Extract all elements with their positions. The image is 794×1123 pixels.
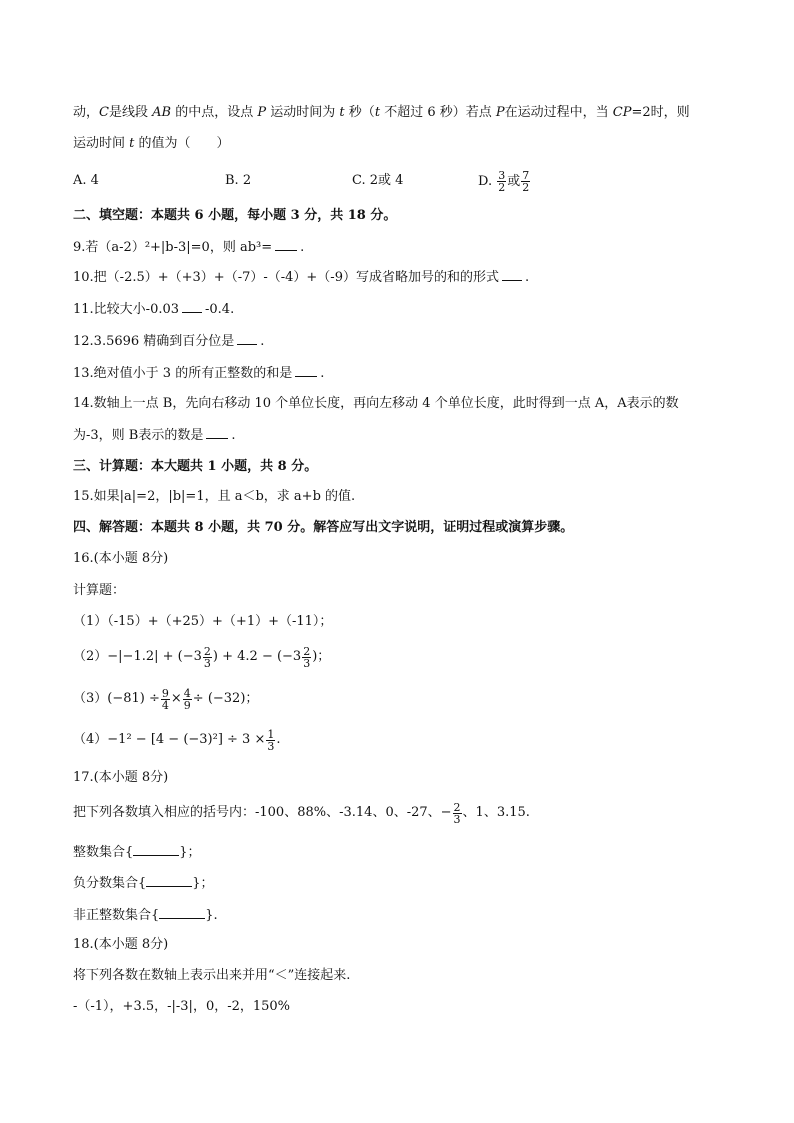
q13: [73, 364, 324, 383]
q8-line1: [73, 104, 690, 122]
numerator: 2: [303, 644, 311, 658]
text: 或: [507, 174, 521, 189]
var: t: [129, 136, 135, 151]
var: AB: [152, 105, 172, 120]
denominator: 3: [267, 739, 275, 753]
fraction: [521, 170, 530, 193]
math: −|−1.2| + (−3: [107, 649, 202, 664]
text: （4）: [73, 732, 108, 747]
denominator: 2: [498, 181, 506, 194]
q15: 15.如果|a|=2，|b|=1，且 a＜b，求 a+b 的值.: [73, 489, 356, 504]
fraction: [161, 688, 170, 711]
text: -0.4.: [205, 302, 235, 317]
math: −1² − [4 − (−3)²] ÷ 3 ×: [107, 732, 266, 747]
var: C: [99, 105, 109, 120]
text: .: [231, 428, 236, 443]
answer-blank[interactable]: [237, 332, 257, 345]
q16-part-4: [73, 723, 281, 757]
section-2-heading: 二、填空题：本题共 6 小题，每小题 3 分，共 18 分。: [73, 208, 397, 223]
text: }.: [205, 908, 218, 923]
text: 非正整数集合{: [73, 908, 160, 923]
var: t: [374, 105, 381, 120]
text: 动，: [73, 105, 100, 120]
q16-heading: 16.(本小题 8分): [73, 551, 169, 566]
option-b: B. 2: [225, 173, 252, 188]
numerator: 7: [522, 169, 530, 182]
denominator: 3: [453, 812, 461, 826]
text: 运动时间为: [270, 105, 336, 120]
numerator: 4: [183, 686, 191, 700]
fraction: [266, 729, 275, 752]
section-3-heading: 三、计算题：本大题共 1 小题，共 8 分。: [73, 459, 318, 474]
text: 的值为（ ）: [138, 136, 230, 151]
q16-part-3: [73, 682, 258, 716]
answer-blank[interactable]: [182, 300, 202, 313]
text: .: [300, 240, 305, 255]
text: （3）: [73, 691, 108, 706]
section-4-heading: 四、解答题：本题共 8 小题，共 70 分。解答应写出文字说明，证明过程或演算步骤。: [73, 520, 574, 535]
numerator: 2: [203, 644, 211, 658]
text: 整数集合{: [73, 845, 134, 860]
q11: [73, 300, 234, 319]
text: 把下列各数填入相应的括号内：-100、88%、-3.14、0、-27、−: [73, 805, 452, 820]
q8-line2: [73, 135, 230, 153]
math: ) + 4.2 − (−3: [212, 649, 302, 664]
answer-blank[interactable]: [159, 906, 205, 919]
q16-part-1: （1）（-15）+（+25）+（+1）+（-11）；: [73, 614, 333, 629]
q17-set-negative-fractions: [73, 874, 214, 893]
answer-blank[interactable]: [275, 238, 297, 251]
answer-blank[interactable]: [295, 364, 317, 377]
numerator: 9: [161, 686, 169, 700]
math: ÷ (−32)；: [192, 691, 259, 706]
denominator: 2: [522, 181, 530, 194]
q8-options: [73, 170, 773, 200]
q9: [73, 238, 304, 257]
numerator: 3: [498, 169, 506, 182]
fraction: [453, 802, 462, 825]
q17-set-integers: [73, 843, 201, 862]
answer-blank[interactable]: [133, 843, 179, 856]
math: (−81) ÷: [107, 691, 160, 706]
text: 是线段: [108, 105, 148, 120]
math: .: [276, 732, 281, 747]
q18-numbers: -（-1），+3.5，-|-3|，0，-2，150%: [73, 999, 291, 1014]
text: 、1、3.15.: [462, 805, 530, 820]
text: }；: [179, 845, 201, 860]
answer-blank[interactable]: [146, 874, 192, 887]
var: P: [495, 105, 505, 120]
answer-blank[interactable]: [502, 268, 522, 281]
q12-text: 12.3.5696 精确到百分位是: [73, 334, 235, 349]
denominator: 4: [161, 698, 169, 712]
q18-intro: 将下列各数在数轴上表示出来并用“＜”连接起来.: [73, 968, 351, 983]
q17-heading: 17.(本小题 8分): [73, 770, 169, 785]
fraction: [203, 646, 212, 669]
numerator: 1: [267, 727, 275, 741]
text: 在运动过程中，当: [504, 105, 609, 120]
denominator: 3: [303, 656, 311, 670]
text: 运动时间: [73, 136, 126, 151]
answer-blank[interactable]: [206, 426, 228, 439]
text: 不超过 6 秒）若点: [384, 105, 492, 120]
fraction: [183, 688, 192, 711]
text: 秒（: [348, 105, 375, 120]
option-d: [478, 170, 531, 193]
text: =2时，则: [631, 105, 690, 120]
q11-text: 11.比较大小-0.03: [73, 302, 180, 317]
text: 的中点，设点: [175, 105, 254, 120]
q16-part-2: [73, 640, 330, 674]
numerator: 2: [453, 800, 461, 814]
denominator: 9: [183, 698, 191, 712]
text: }；: [192, 876, 214, 891]
var: CP: [612, 105, 632, 120]
text: .: [260, 334, 265, 349]
fraction: [497, 170, 506, 193]
text: .: [524, 270, 530, 285]
q17-intro: [73, 796, 530, 830]
option-c: C. 2或 4: [352, 173, 404, 188]
q17-set-nonpositive-integers: [73, 906, 218, 925]
option-d-label: D.: [478, 174, 493, 189]
text: （2）: [73, 649, 108, 664]
q12: [73, 332, 264, 351]
var: P: [257, 105, 267, 120]
var: t: [339, 105, 345, 120]
q16-intro: 计算题：: [73, 583, 126, 598]
q18-heading: 18.(本小题 8分): [73, 937, 169, 952]
q14-text: 为-3，则 B表示的数是: [73, 428, 204, 443]
q14-line2: [73, 426, 236, 445]
math: ×: [170, 691, 182, 706]
q10: [73, 268, 529, 287]
q13-text: 13.绝对值小于 3 的所有正整数的和是: [73, 366, 293, 381]
option-a: A. 4: [73, 173, 99, 188]
text: .: [320, 366, 325, 381]
q10-text: 10.把（-2.5）+（+3）+（-7）-（-4）+（-9）写成省略加号的和的形式: [73, 270, 499, 285]
math: )；: [312, 649, 331, 664]
q9-text: 9.若（a-2）²+|b-3|=0，则 ab³=: [73, 240, 273, 255]
text: 负分数集合{: [73, 876, 147, 891]
q14-line1: 14.数轴上一点 B，先向右移动 10 个单位长度，再向左移动 4 个单位长度，此时得到一点 A，A表示的数: [73, 396, 679, 411]
fraction: [302, 646, 311, 669]
denominator: 3: [203, 656, 211, 670]
